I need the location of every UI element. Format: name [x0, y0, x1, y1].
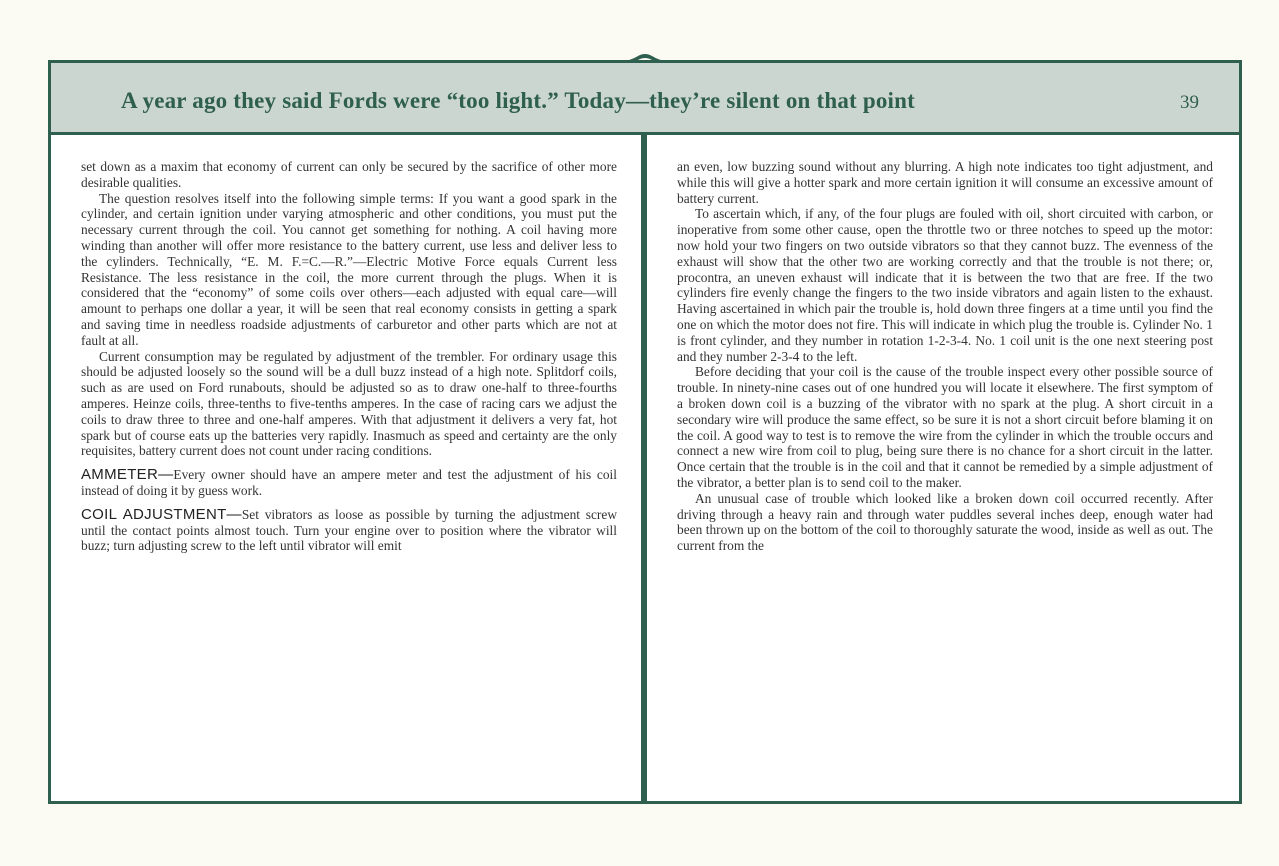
header-band — [51, 63, 1239, 135]
ammeter-heading: AMMETER— — [81, 466, 174, 484]
paragraph: To ascertain which, if any, of the four plugs are fouled with oil, short circuited with carbon, or inoperative from some other cause, open the throttle two or three notches to speed up the motor: now hold your two fingers on two outside vibrators so that they cannot buzz. The evenness of the exhaust will show that the other two are working correctly and that the trouble is not there; or, procontra, an uneven exhaust will indicate that it is between the two that are free. If the two cylinders fire evenly change the fingers to the two inside vibrators and again listen to the exhaust. Having ascertained in which pair the trouble is, hold down three fingers at a time until you find the one on which the motor does not fire. This will indicate in which plug the trouble is. Cylinder No. 1 is front cylinder, and they number in rotation 1-2-3-4. No. 1 coil unit is the one next steering post and they number 2-3-4 to the left. — [677, 206, 1213, 364]
coil-adjustment-heading: COIL ADJUSTMENT— — [81, 505, 242, 523]
paragraph: Before deciding that your coil is the cause of the trouble inspect every other possible source of trouble. In ninety-nine cases out of one hundred you will locate it elsewhere. The first symptom of a broken down coil is a buzzing of the vibrator with no spark at the plug. A short circuit in a secondary wire will produce the same effect, so be sure it is not a short circuit before blaming it on the coil. A good way to test is to remove the wire from the cylinder in which the trouble occurs and connect a new wire from coil to plug, being sure there is no chance for a short circuit in the latter. Once certain that the trouble is in the coil and that it cannot be remedied by a simple adjustment of the vibrator, a better plan is to send coil to the maker. — [677, 364, 1213, 490]
paragraph: set down as a maxim that economy of current can only be secured by the sacrifice of other more desirable qualities. — [81, 159, 617, 190]
right-column — [677, 159, 1213, 554]
left-column — [81, 159, 617, 554]
page-frame — [48, 60, 1242, 804]
paragraph: Current consumption may be regulated by adjustment of the trembler. For ordinary usage this should be adjusted loosely so the sound will be a dull buzz instead of a high note. Splitdorf coils, such as are used on Ford runabouts, should be adjusted so as to draw one-half to three-fourths amperes. Heinze coils, three-tenths to five-tenths amperes. In the case of racing cars we adjust the coils to draw three to three and one-half amperes. With that adjustment it delivers a very fat, hot spark but of course eats up the batteries very rapidly. Inasmuch as speed and certainty are the only requisites, battery current does not count under racing conditions. — [81, 348, 617, 459]
ammeter-section — [81, 467, 617, 499]
coil-adjustment-section — [81, 507, 617, 554]
paragraph: An unusual case of trouble which looked like a broken down coil occurred recently. After driving through a heavy rain and through water puddles several inches deep, enough water had been thrown up on the bottom of the coil to thoroughly saturate the wood, inside as well as out. The current from the — [677, 490, 1213, 554]
page-title: A year ago they said Fords were “too light.” Today—they’re silent on that point — [121, 88, 915, 113]
coil-adjustment-text: Set vibrators as loose as possible by turning the adjustment screw until the contact points almost touch. Turn your engine over to position where the vibrator will buzz; turn adjusting screw to the left until vibrator will emit — [81, 506, 617, 554]
paragraph: an even, low buzzing sound without any blurring. A high note indicates too tight adjustment, and while this will give a hotter spark and more certain ignition it will consume an excessive amount of battery current. — [677, 159, 1213, 206]
page-number: 39 — [1180, 92, 1199, 113]
ammeter-text: Every owner should have an ampere meter and test the adjustment of his coil instead of doing it by guess work. — [81, 467, 617, 498]
paragraph: The question resolves itself into the following simple terms: If you want a good spark in the cylinder, and certain ignition under varying atmospheric and other conditions, you must put the necessary current through the coil. You cannot get something for nothing. A coil having more winding than another will offer more resistance to the battery current, use less and deliver less to the cylinders. Technically, “E. M. F.=C.—R.”—Electric Motive Force equals Current less Resistance. The less resistance in the coil, the more current through the plugs. When it is considered that the “economy” of some coils over others—each adjusted with equal care—will amount to perhaps one dollar a year, it will be seen that real economy consists in getting a spark and saving time in needless roadside adjustments of carburetor and other parts which are not at fault at all. — [81, 190, 617, 348]
column-divider — [641, 135, 647, 801]
